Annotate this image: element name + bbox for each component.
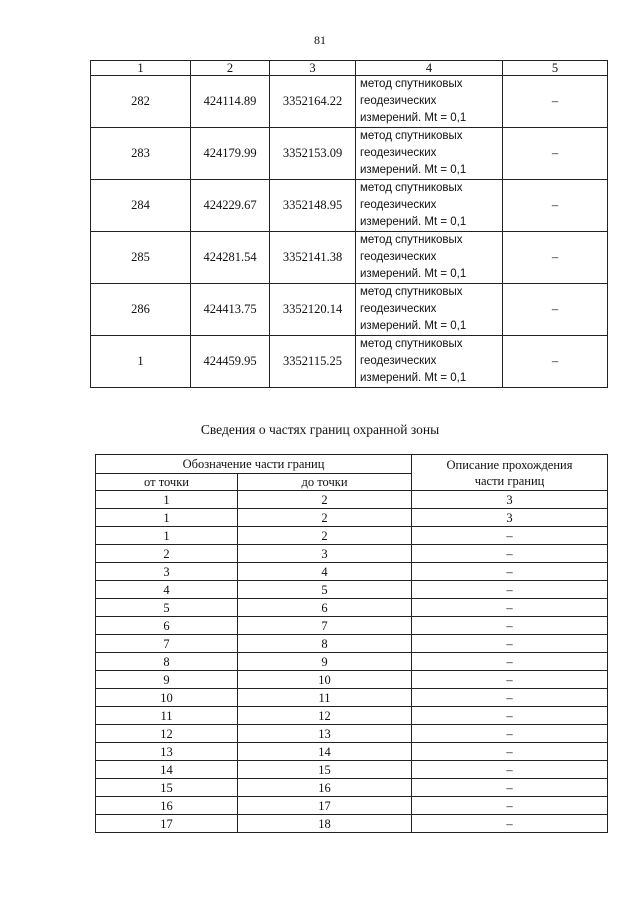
method-line: метод спутниковых bbox=[360, 130, 463, 142]
table-row bbox=[96, 599, 608, 617]
method-line: измерений. Mt = 0,1 bbox=[360, 372, 467, 384]
description: – bbox=[412, 635, 608, 653]
column-number-header: 1 bbox=[91, 61, 191, 76]
coordinate-y: 3352164.22 bbox=[270, 76, 356, 128]
from-point: 1 bbox=[96, 509, 238, 527]
description: – bbox=[412, 779, 608, 797]
table-row bbox=[96, 779, 608, 797]
from-point: 9 bbox=[96, 671, 238, 689]
coordinate-y: 3352115.25 bbox=[270, 336, 356, 388]
header-description bbox=[412, 455, 608, 491]
description: – bbox=[412, 671, 608, 689]
description: 3 bbox=[412, 509, 608, 527]
method-cell bbox=[356, 336, 503, 388]
table-row bbox=[96, 491, 608, 509]
method-line: измерений. Mt = 0,1 bbox=[360, 164, 467, 176]
description: – bbox=[412, 563, 608, 581]
coordinate-x: 424114.89 bbox=[191, 76, 270, 128]
coordinate-x: 424413.75 bbox=[191, 284, 270, 336]
table-row bbox=[96, 671, 608, 689]
header-description-line: Описание прохождения bbox=[446, 457, 573, 472]
method-line: геодезических bbox=[360, 199, 437, 211]
note-cell: – bbox=[503, 232, 608, 284]
coordinate-y: 3352148.95 bbox=[270, 180, 356, 232]
point-number: 283 bbox=[91, 128, 191, 180]
coordinates-header-row bbox=[91, 61, 608, 76]
to-point: 11 bbox=[238, 689, 412, 707]
description: – bbox=[412, 527, 608, 545]
to-point: 8 bbox=[238, 635, 412, 653]
table-row bbox=[96, 707, 608, 725]
table-row bbox=[96, 581, 608, 599]
point-number: 285 bbox=[91, 232, 191, 284]
method-cell bbox=[356, 128, 503, 180]
description: – bbox=[412, 599, 608, 617]
from-point: 8 bbox=[96, 653, 238, 671]
to-point: 17 bbox=[238, 797, 412, 815]
method-line: метод спутниковых bbox=[360, 78, 463, 90]
point-number: 1 bbox=[91, 336, 191, 388]
method-cell bbox=[356, 180, 503, 232]
table-row bbox=[96, 815, 608, 833]
table-row bbox=[96, 527, 608, 545]
coordinate-x: 424281.54 bbox=[191, 232, 270, 284]
method-line: измерений. Mt = 0,1 bbox=[360, 112, 467, 124]
method-line: метод спутниковых bbox=[360, 234, 463, 246]
page-number: 81 bbox=[314, 33, 326, 47]
method-line: метод спутниковых bbox=[360, 338, 463, 350]
table-row bbox=[91, 76, 608, 128]
from-point: 13 bbox=[96, 743, 238, 761]
from-point: 5 bbox=[96, 599, 238, 617]
method-line: измерений. Mt = 0,1 bbox=[360, 216, 467, 228]
method-cell bbox=[356, 284, 503, 336]
description: – bbox=[412, 653, 608, 671]
to-point: 18 bbox=[238, 815, 412, 833]
point-number: 286 bbox=[91, 284, 191, 336]
to-point: 6 bbox=[238, 599, 412, 617]
table-row bbox=[96, 743, 608, 761]
description: – bbox=[412, 797, 608, 815]
from-point: 10 bbox=[96, 689, 238, 707]
method-line: геодезических bbox=[360, 303, 437, 315]
table-row bbox=[96, 653, 608, 671]
table-row bbox=[96, 563, 608, 581]
section-title: Сведения о частях границ охранной зоны bbox=[200, 422, 440, 437]
table-row bbox=[96, 617, 608, 635]
from-point: 11 bbox=[96, 707, 238, 725]
from-point: 6 bbox=[96, 617, 238, 635]
coordinate-y: 3352141.38 bbox=[270, 232, 356, 284]
to-point: 10 bbox=[238, 671, 412, 689]
table-row bbox=[96, 689, 608, 707]
parts-header-row bbox=[96, 455, 608, 474]
header-description-line: части границ bbox=[474, 473, 545, 488]
table-row bbox=[91, 128, 608, 180]
coordinate-x: 424459.95 bbox=[191, 336, 270, 388]
coordinate-x: 424179.99 bbox=[191, 128, 270, 180]
from-point: 14 bbox=[96, 761, 238, 779]
table-row bbox=[91, 180, 608, 232]
note-cell: – bbox=[503, 180, 608, 232]
coordinate-y: 3352153.09 bbox=[270, 128, 356, 180]
to-point: 14 bbox=[238, 743, 412, 761]
table-row bbox=[96, 761, 608, 779]
to-point: 2 bbox=[238, 491, 412, 509]
description: – bbox=[412, 725, 608, 743]
note-cell: – bbox=[503, 76, 608, 128]
method-line: геодезических bbox=[360, 147, 437, 159]
method-line: измерений. Mt = 0,1 bbox=[360, 268, 467, 280]
to-point: 15 bbox=[238, 761, 412, 779]
table-row bbox=[91, 284, 608, 336]
header-from-point: от точки bbox=[96, 474, 238, 491]
from-point: 1 bbox=[96, 527, 238, 545]
description: 3 bbox=[412, 491, 608, 509]
method-line: метод спутниковых bbox=[360, 182, 463, 194]
table-row bbox=[96, 797, 608, 815]
table-row bbox=[91, 232, 608, 284]
column-number-header: 4 bbox=[356, 61, 503, 76]
coordinate-x: 424229.67 bbox=[191, 180, 270, 232]
to-point: 7 bbox=[238, 617, 412, 635]
header-to-point: до точки bbox=[238, 474, 412, 491]
method-line: измерений. Mt = 0,1 bbox=[360, 320, 467, 332]
from-point: 15 bbox=[96, 779, 238, 797]
to-point: 9 bbox=[238, 653, 412, 671]
method-line: геодезических bbox=[360, 251, 437, 263]
from-point: 2 bbox=[96, 545, 238, 563]
coordinate-y: 3352120.14 bbox=[270, 284, 356, 336]
description: – bbox=[412, 815, 608, 833]
from-point: 7 bbox=[96, 635, 238, 653]
method-line: геодезических bbox=[360, 355, 437, 367]
note-cell: – bbox=[503, 336, 608, 388]
description: – bbox=[412, 743, 608, 761]
header-boundary-part: Обозначение части границ bbox=[96, 455, 412, 474]
boundary-parts-table bbox=[95, 454, 608, 833]
point-number: 282 bbox=[91, 76, 191, 128]
method-line: геодезических bbox=[360, 95, 437, 107]
from-point: 4 bbox=[96, 581, 238, 599]
from-point: 17 bbox=[96, 815, 238, 833]
method-cell bbox=[356, 76, 503, 128]
coordinates-table bbox=[90, 60, 608, 388]
from-point: 16 bbox=[96, 797, 238, 815]
method-cell bbox=[356, 232, 503, 284]
column-number-header: 3 bbox=[270, 61, 356, 76]
column-number-header: 2 bbox=[191, 61, 270, 76]
to-point: 2 bbox=[238, 509, 412, 527]
method-line: метод спутниковых bbox=[360, 286, 463, 298]
description: – bbox=[412, 689, 608, 707]
note-cell: – bbox=[503, 128, 608, 180]
table-row bbox=[96, 725, 608, 743]
description: – bbox=[412, 581, 608, 599]
table-row bbox=[96, 545, 608, 563]
to-point: 3 bbox=[238, 545, 412, 563]
note-cell: – bbox=[503, 284, 608, 336]
description: – bbox=[412, 761, 608, 779]
to-point: 12 bbox=[238, 707, 412, 725]
from-point: 1 bbox=[96, 491, 238, 509]
description: – bbox=[412, 707, 608, 725]
point-number: 284 bbox=[91, 180, 191, 232]
description: – bbox=[412, 617, 608, 635]
from-point: 12 bbox=[96, 725, 238, 743]
to-point: 2 bbox=[238, 527, 412, 545]
column-number-header: 5 bbox=[503, 61, 608, 76]
table-row bbox=[96, 635, 608, 653]
description: – bbox=[412, 545, 608, 563]
to-point: 4 bbox=[238, 563, 412, 581]
to-point: 5 bbox=[238, 581, 412, 599]
to-point: 16 bbox=[238, 779, 412, 797]
table-row bbox=[91, 336, 608, 388]
table-row bbox=[96, 509, 608, 527]
from-point: 3 bbox=[96, 563, 238, 581]
to-point: 13 bbox=[238, 725, 412, 743]
